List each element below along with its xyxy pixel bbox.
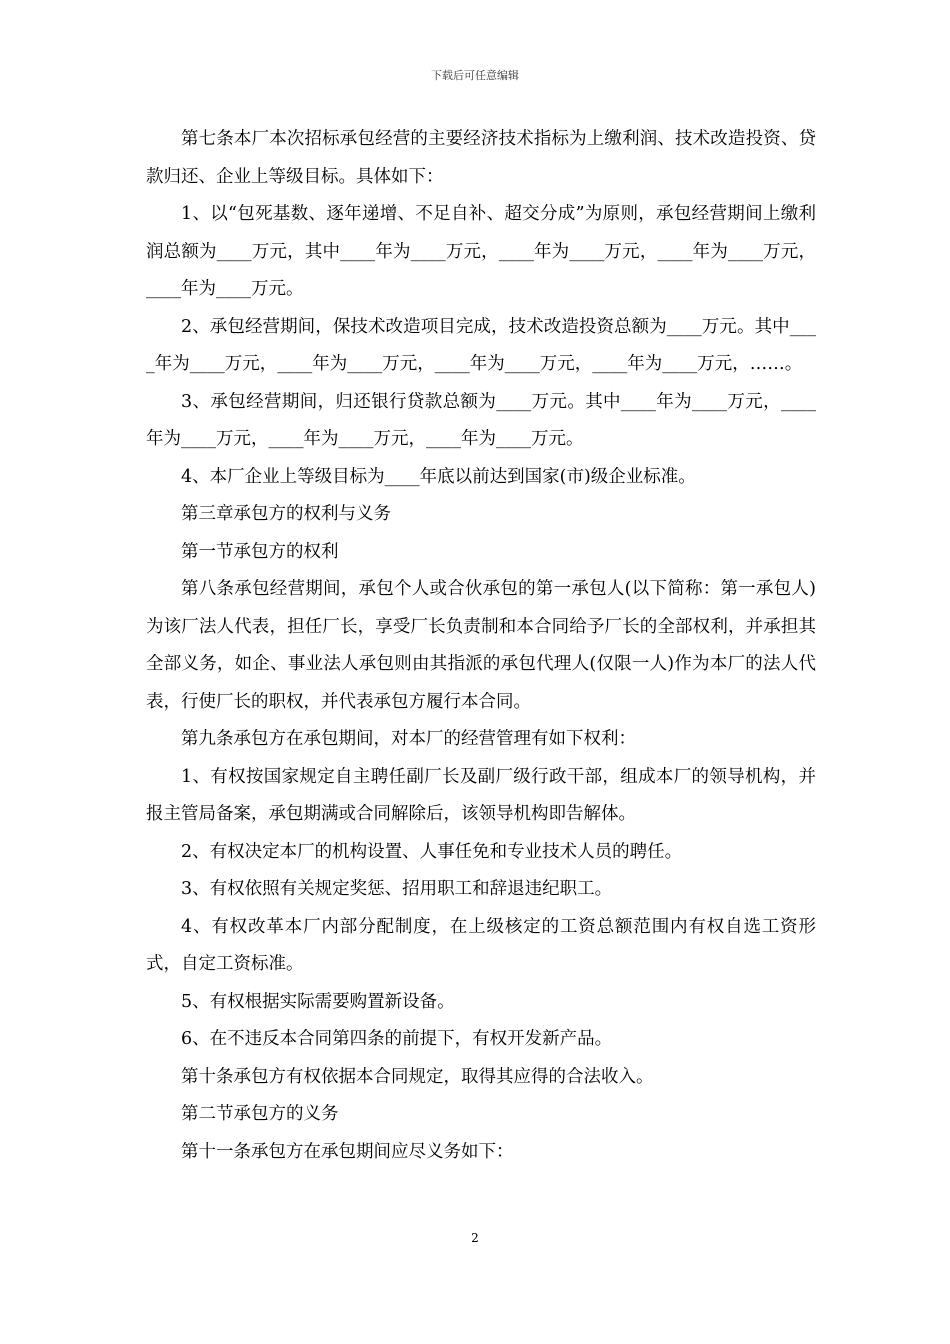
chapter-heading: 第三章承包方的权利与义务 [181, 504, 391, 524]
document-body [146, 121, 816, 1171]
page-header: 下载后可任意编辑 [431, 69, 519, 82]
paragraph: 3、有权依照有关规定奖惩、招用职工和辞退违纪职工。 [181, 879, 613, 899]
paragraph: 4、有权改革本厂内部分配制度，在上级核定的工资总额范围内有权自选工资形式，自定工资标准。 [146, 916, 816, 974]
paragraph: 1、有权按国家规定自主聘任副厂长及副厂级行政干部，组成本厂的领导机构，并报主管局备案，承包期满或合同解除后，该领导机构即告解体。 [146, 766, 816, 824]
paragraph: 1、以“包死基数、逐年递增、不足自补、超交分成”为原则，承包经营期间上缴利润总额为____万元，其中____年为____万元，____年为____万元，____年为____万元，____年为____万元。 [146, 204, 816, 299]
paragraph: 2、有权决定本厂的机构设置、人事任免和专业技术人员的聘任。 [181, 841, 683, 862]
paragraph: 5、有权根据实际需要购置新设备。 [181, 991, 455, 1012]
paragraph: 2、承包经营期间，保技术改造项目完成，技术改造投资总额为____万元。其中____年为____万元，____年为____万元，____年为____万元，____年为____万元，……。 [146, 316, 816, 374]
paragraph: 6、在不违反本合同第四条的前提下，有权开发新产品。 [181, 1029, 613, 1049]
paragraph: 3、承包经营期间，归还银行贷款总额为____万元。其中____年为____万元，____年为____万元，____年为____万元，____年为____万元。 [146, 391, 816, 449]
paragraph: 第十一条承包方在承包期间应尽义务如下： [181, 1141, 514, 1162]
section-heading: 第二节承包方的义务 [181, 1104, 339, 1124]
paragraph: 4、本厂企业上等级目标为____年底以前达到国家(市)级企业标准。 [181, 466, 696, 487]
paragraph: 第九条承包方在承包期间，对本厂的经营管理有如下权利： [181, 729, 636, 749]
page-number: 2 [471, 1231, 479, 1245]
paragraph: 第八条承包经营期间，承包个人或合伙承包的第一承包人(以下简称：第一承包人)为该厂法人代表，担任厂长，享受厂长负责制和本合同给予厂长的全部权利，并承担其全部义务，如企、事业法人承包则由其指派的承包代理人(仅限一人)作为本厂的法人代表，行使厂长的职权，并代表承包方履行本合同。 [146, 579, 816, 712]
paragraph: 第七条本厂本次招标承包经营的主要经济技术指标为上缴利润、技术改造投资、贷款归还、企业上等级目标。具体如下： [146, 129, 816, 187]
section-heading: 第一节承包方的权利 [181, 541, 339, 562]
paragraph: 第十条承包方有权依据本合同规定，取得其应得的合法收入。 [181, 1066, 654, 1087]
